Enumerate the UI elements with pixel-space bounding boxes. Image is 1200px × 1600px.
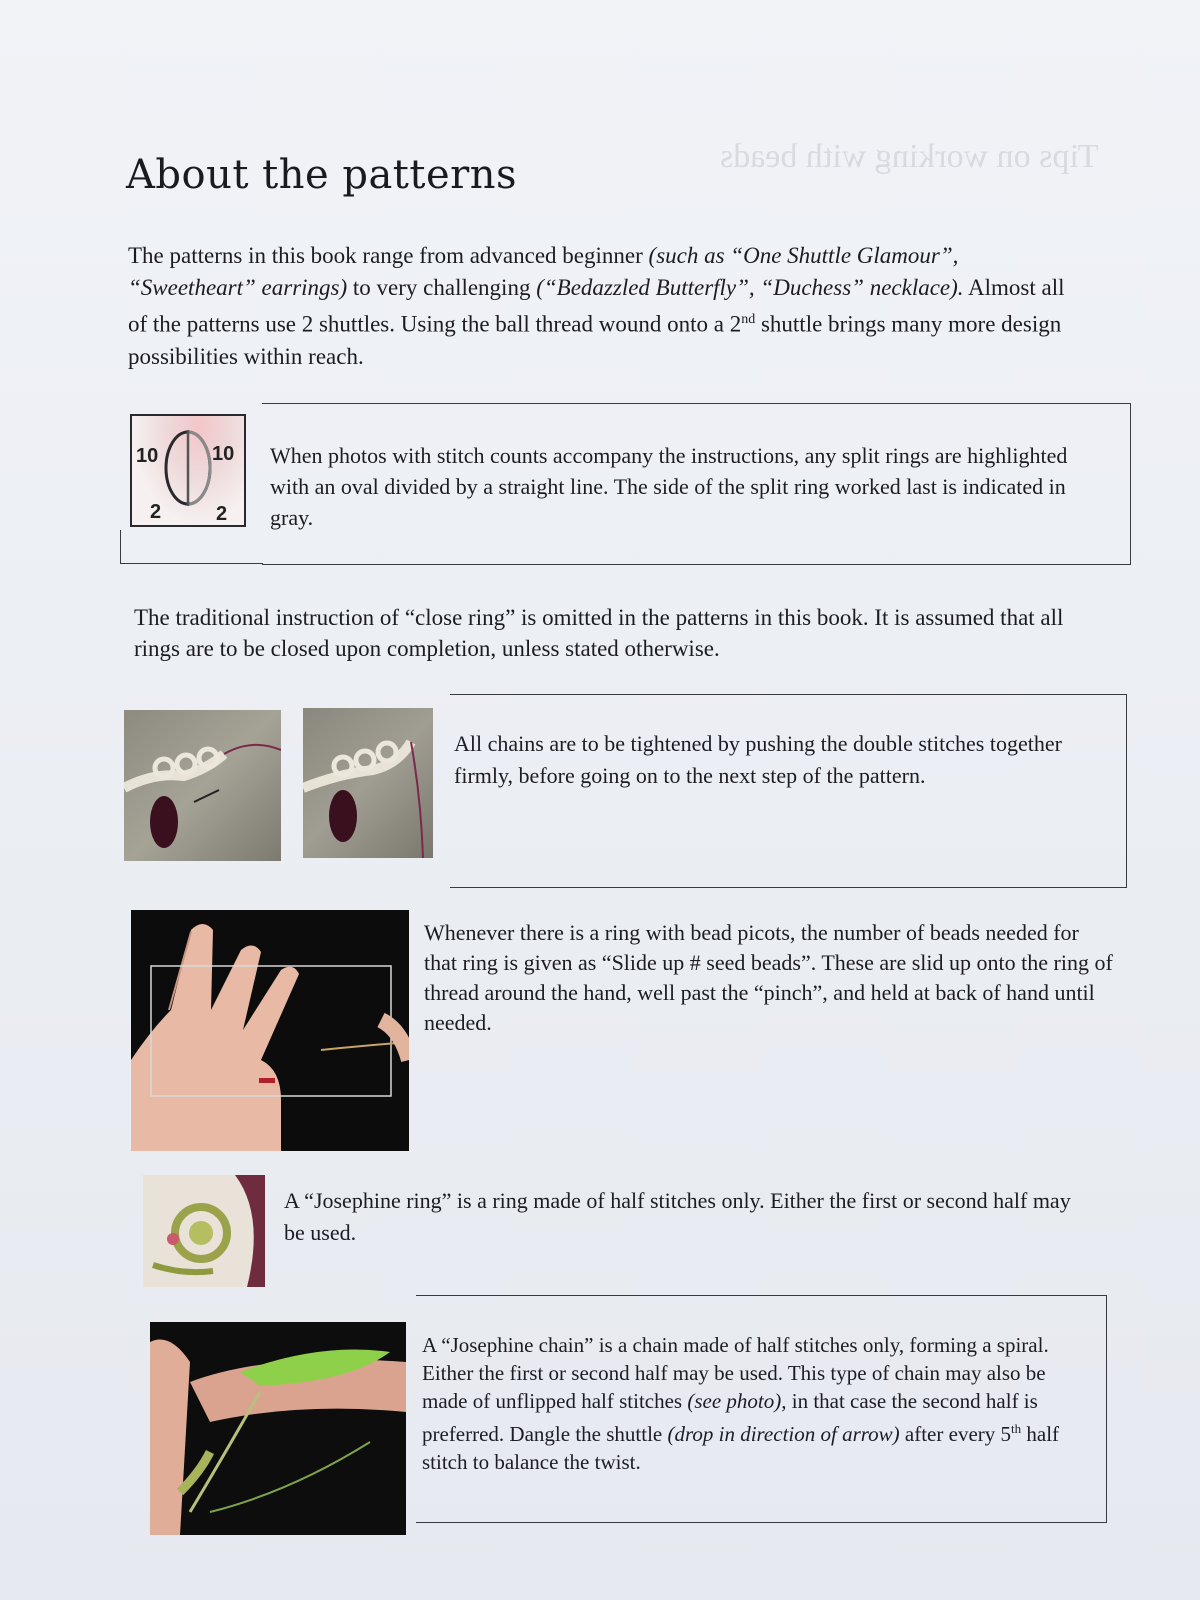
jchain-italic-see-photo: (see photo), (687, 1389, 787, 1413)
close-ring-paragraph: The traditional instruction of “close ring” is omitted in the patterns in this book. It is assumed that all rings are to be closed upon completion, unless stated otherwise. (134, 605, 1064, 661)
split-count-bottom-left: 2 (150, 501, 162, 523)
josephine-chain-text (422, 1331, 1082, 1476)
split-count-right: 10 (212, 443, 235, 465)
split-ring-diagram (130, 414, 246, 527)
josephine-chain-photo (150, 1322, 406, 1535)
split-count-bottom-right: 2 (216, 503, 228, 525)
split-ring-frame-hook (120, 530, 263, 564)
bead-picots-text: Whenever there is a ring with bead picots, the number of beads needed for that ring is given as “Slide up # seed beads”. These are slid up onto the ring of thread around the hand, well past the “pinch”, and held at back of hand until needed. (424, 920, 1113, 1035)
jchain-text-1: A “Josephine chain” is a chain made of half stitches only, forming a spiral. Either the first or second half may be used. This type of chain may also be made of unflipped half stitches (422, 1333, 1049, 1413)
chains-text: All chains are to be tightened by pushing the double stitches together firmly, before going on to the next step of the pattern. (454, 731, 1062, 788)
intro-italic-examples-easy: (such as “One Shuttle Glamour”, “Sweetheart” earrings) (128, 243, 959, 300)
josephine-ring-text: A “Josephine ring” is a ring made of half stitches only. Either the first or second half may be used. (284, 1188, 1071, 1245)
split-count-left: 10 (136, 445, 159, 467)
intro-text-2: to very challenging (347, 275, 537, 300)
split-ring-text: When photos with stitch counts accompany the instructions, any split rings are highlighted with an oval divided by a straight line. The side of the split ring worked last is indicated in gray. (270, 443, 1068, 530)
intro-text-4: shuttle brings many more design possibilities within reach. (128, 311, 1062, 369)
jchain-text-4: half stitch to balance the twist. (422, 1422, 1060, 1474)
page-title: About the patterns (126, 152, 518, 198)
josephine-ring-photo (143, 1175, 265, 1287)
jchain-text-2: in that case the second half is preferred. Dangle the shuttle (422, 1389, 1038, 1446)
bead-picots-hand-photo (131, 910, 409, 1151)
bleed-through-heading: Tips on working with beads (720, 138, 1099, 175)
intro-paragraph (128, 240, 1088, 373)
chain-photo-before (124, 710, 281, 861)
jchain-superscript: th (1011, 1421, 1022, 1436)
jchain-italic-arrow: (drop in direction of arrow) (667, 1422, 900, 1446)
intro-superscript: nd (741, 312, 756, 327)
chain-photo-after (303, 708, 433, 858)
jchain-text-3: after every 5 (899, 1422, 1012, 1446)
intro-text-1: The patterns in this book range from advanced beginner (128, 243, 649, 268)
intro-italic-examples-hard: (“Bedazzled Butterfly”, “Duchess” necklace). (536, 275, 964, 300)
intro-text-3: Almost all of the patterns use 2 shuttles. Using the ball thread wound onto a 2 (128, 275, 1065, 337)
